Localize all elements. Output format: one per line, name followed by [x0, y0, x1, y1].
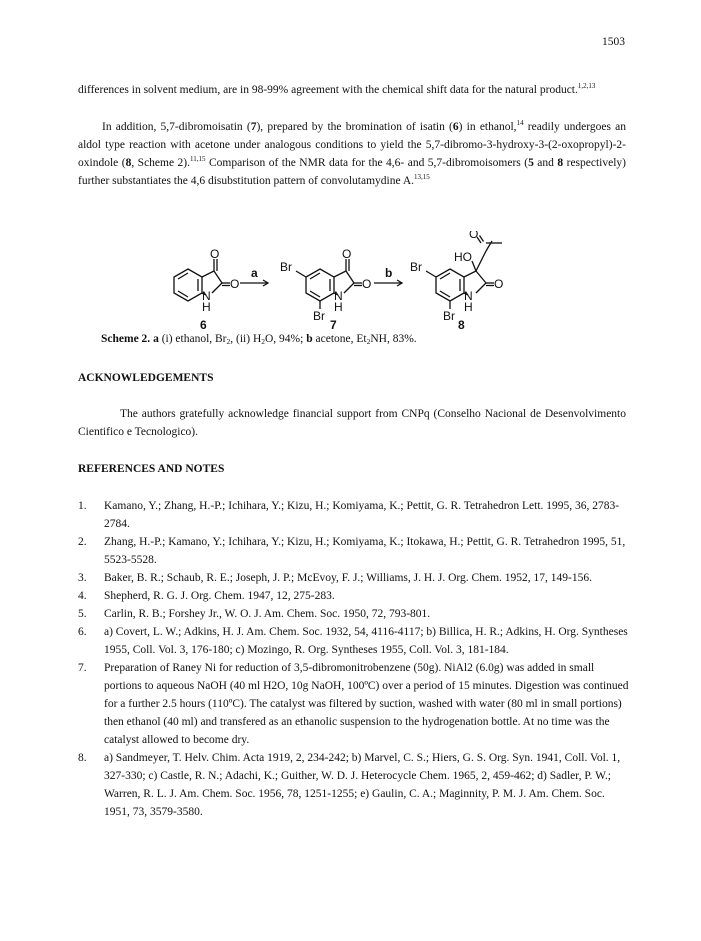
compound-label-7: 7: [330, 318, 337, 332]
reference-list: [78, 497, 630, 821]
atom-label: H: [202, 300, 211, 314]
reference-number: 1.: [78, 500, 87, 512]
reference-item: [78, 749, 630, 821]
compound-7-structure: [296, 259, 362, 309]
reaction-arrow-a: [240, 280, 268, 286]
text: Comparison of the NMR data for the 4,6- and 5,7-dibromoisomers (: [205, 157, 529, 169]
compound-label-6: 6: [200, 318, 207, 332]
reaction-arrow-b: [374, 280, 402, 286]
reference-number: 2.: [78, 536, 87, 548]
reference-number: 8.: [78, 752, 87, 764]
acknowledgements-heading: ACKNOWLEDGEMENTS: [78, 372, 214, 384]
acknowledgements-text: The authors gratefully acknowledge financial support from CNPq (Conselho Nacional de Desenvolvimento Cientifico e Tecnologico).: [78, 408, 626, 438]
scheme-diagram: [160, 231, 540, 346]
citation-superscript: 11,15: [190, 155, 206, 163]
text: respectively) further substantiates the 4,6 disubstitution pattern of convolutamydine A.: [78, 157, 627, 187]
compound-ref: 6: [452, 121, 459, 133]
paragraph-text: differences in solvent medium, are in 98-99% agreement with the chemical shift data for the natural product.: [78, 84, 578, 96]
reference-number: 7.: [78, 662, 87, 674]
text: , Scheme 2).: [131, 157, 191, 169]
compound-ref: 7: [250, 121, 257, 133]
atom-label: Br: [410, 260, 422, 274]
caption-label: Scheme 2.: [101, 333, 151, 345]
reference-number: 4.: [78, 590, 87, 602]
compound-ref: 8: [125, 157, 132, 169]
reference-item: [78, 605, 630, 623]
atom-label: Br: [280, 260, 292, 274]
subscript: 2: [261, 337, 265, 346]
references-heading: REFERENCES AND NOTES: [78, 463, 225, 475]
atom-label: H: [464, 300, 473, 314]
reference-text: a) Covert, L. W.; Adkins, H. J. Am. Chem. Soc. 1932, 54, 4116-4117; b) Billica, H. R.; Adkins, H. Org. Syntheses 1955, Coll. Vol. 3, 176-180; c) Mozingo, R. Org. Syntheses 1955, Coll. Vol. 3, 181-184.: [104, 626, 628, 656]
citation-superscript: 1,2,13: [577, 82, 596, 90]
citation-superscript: 14: [516, 119, 524, 127]
atom-label: O: [210, 247, 220, 261]
reference-text: a) Sandmeyer, T. Helv. Chim. Acta 1919, 2, 234-242; b) Marvel, C. S.; Hiers, G. S. Org. Syn. 1941, Coll. Vol. 1, 327-330; c) Castle, R. N.; Adachi, K.; Guither, W. D. J. Heterocycle Chem. 1965, 2, 459-462; d) Sadler, P. W.; Warren, R. L. J. Am. Chem. Soc. 1956, 78, 1251-1255; e) Gaulin, C. A.; Maginnity, P. M. J. Am. Chem. Soc. 1951, 73, 3579-3580.: [104, 752, 621, 818]
reference-text: Kamano, Y.; Zhang, H.-P.; Ichihara, Y.; Kizu, H.; Komiyama, K.; Pettit, G. R. Tetrahedron Lett. 1995, 36, 2783-2784.: [104, 500, 620, 530]
reference-text: Baker, B. R.; Schaub, R. E.; Joseph, J. P.; McEvoy, F. J.; Williams, J. H. J. Org. Chem. 1952, 17, 149-156.: [104, 572, 592, 584]
reference-item: [78, 659, 630, 749]
text: acetone, Et: [312, 333, 367, 345]
compound-label-8: 8: [458, 318, 465, 332]
scheme-caption: [101, 333, 417, 345]
text: ) in ethanol,: [458, 121, 517, 133]
subscript: 2: [226, 337, 231, 346]
reference-item: [78, 533, 630, 569]
atom-label: N: [334, 289, 343, 303]
page-number: 1503: [602, 36, 625, 48]
text: O, 94%;: [265, 333, 307, 345]
atom-label: N: [202, 289, 211, 303]
atom-label: Br: [443, 309, 455, 323]
reaction-scheme: [160, 231, 540, 346]
text: NH, 83%.: [370, 333, 417, 345]
reference-text: Preparation of Raney Ni for reduction of 3,5-dibromonitrobenzene (50g). NiAl2 (6.0g) was added in small portions to aqueous NaOH (40 ml H2O, 10g NaOH, 100ºC) over a period of 15 minutes. Digestion was continued for a further 2.5 hours (110ºC). The catalyst was filtered by suction, washed with water (80 ml in small portions) then ethanol (40 ml) and transfered as an ethanolic suspension to the hydrogenation bottle. At no time was the catalyst allowed to become dry.: [104, 662, 629, 746]
caption-step-b: b: [306, 333, 313, 345]
reference-text: Carlin, R. B.; Forshey Jr., W. O. J. Am. Chem. Soc. 1950, 72, 793-801.: [104, 608, 431, 620]
paragraph-dibromoisatin: [78, 118, 626, 190]
reference-item: [78, 623, 630, 659]
text: (i) ethanol, Br: [158, 333, 227, 345]
arrow-label-b: b: [385, 266, 393, 280]
atom-label: O: [230, 277, 240, 291]
atom-label: HO: [454, 250, 472, 264]
atom-label: O: [494, 277, 504, 291]
atom-label: O: [362, 277, 372, 291]
reference-number: 5.: [78, 608, 87, 620]
text: ), prepared by the bromination of isatin (: [256, 121, 453, 133]
paragraph-continuation: [78, 81, 626, 99]
reference-number: 3.: [78, 572, 87, 584]
arrow-label-a: a: [251, 266, 258, 280]
atom-label: N: [464, 289, 473, 303]
atom-label: H: [334, 300, 343, 314]
subscript: 2: [366, 337, 371, 346]
citation-superscript: 13,15: [414, 173, 430, 181]
reference-text: Shepherd, R. G. J. Org. Chem. 1947, 12, 275-283.: [104, 590, 335, 602]
reference-item: [78, 587, 630, 605]
reference-item: [78, 497, 630, 533]
reference-item: [78, 569, 630, 587]
text: In addition, 5,7-dibromoisatin (: [102, 121, 251, 133]
text: and: [533, 157, 558, 169]
reference-number: 6.: [78, 626, 87, 638]
text: , (ii) H: [230, 333, 262, 345]
atom-label: O: [342, 247, 352, 261]
compound-ref: 5: [528, 157, 534, 169]
compound-ref: 8: [557, 157, 564, 169]
caption-step-a: a: [153, 333, 159, 345]
text: readily undergoes an aldol type reaction with acetone under analogous conditions to yield the 5,7-dibromo-3-hydroxy-3-(2-oxopropyl)-2-oxindole (: [78, 121, 627, 169]
atom-label: O: [469, 231, 479, 241]
atom-label: Br: [313, 309, 325, 323]
reference-text: Zhang, H.-P.; Kamano, Y.; Ichihara, Y.; Kizu, H.; Komiyama, K.; Itokawa, H.; Pettit, G. R. Tetrahedron 1995, 51, 5523-5528.: [104, 536, 626, 566]
